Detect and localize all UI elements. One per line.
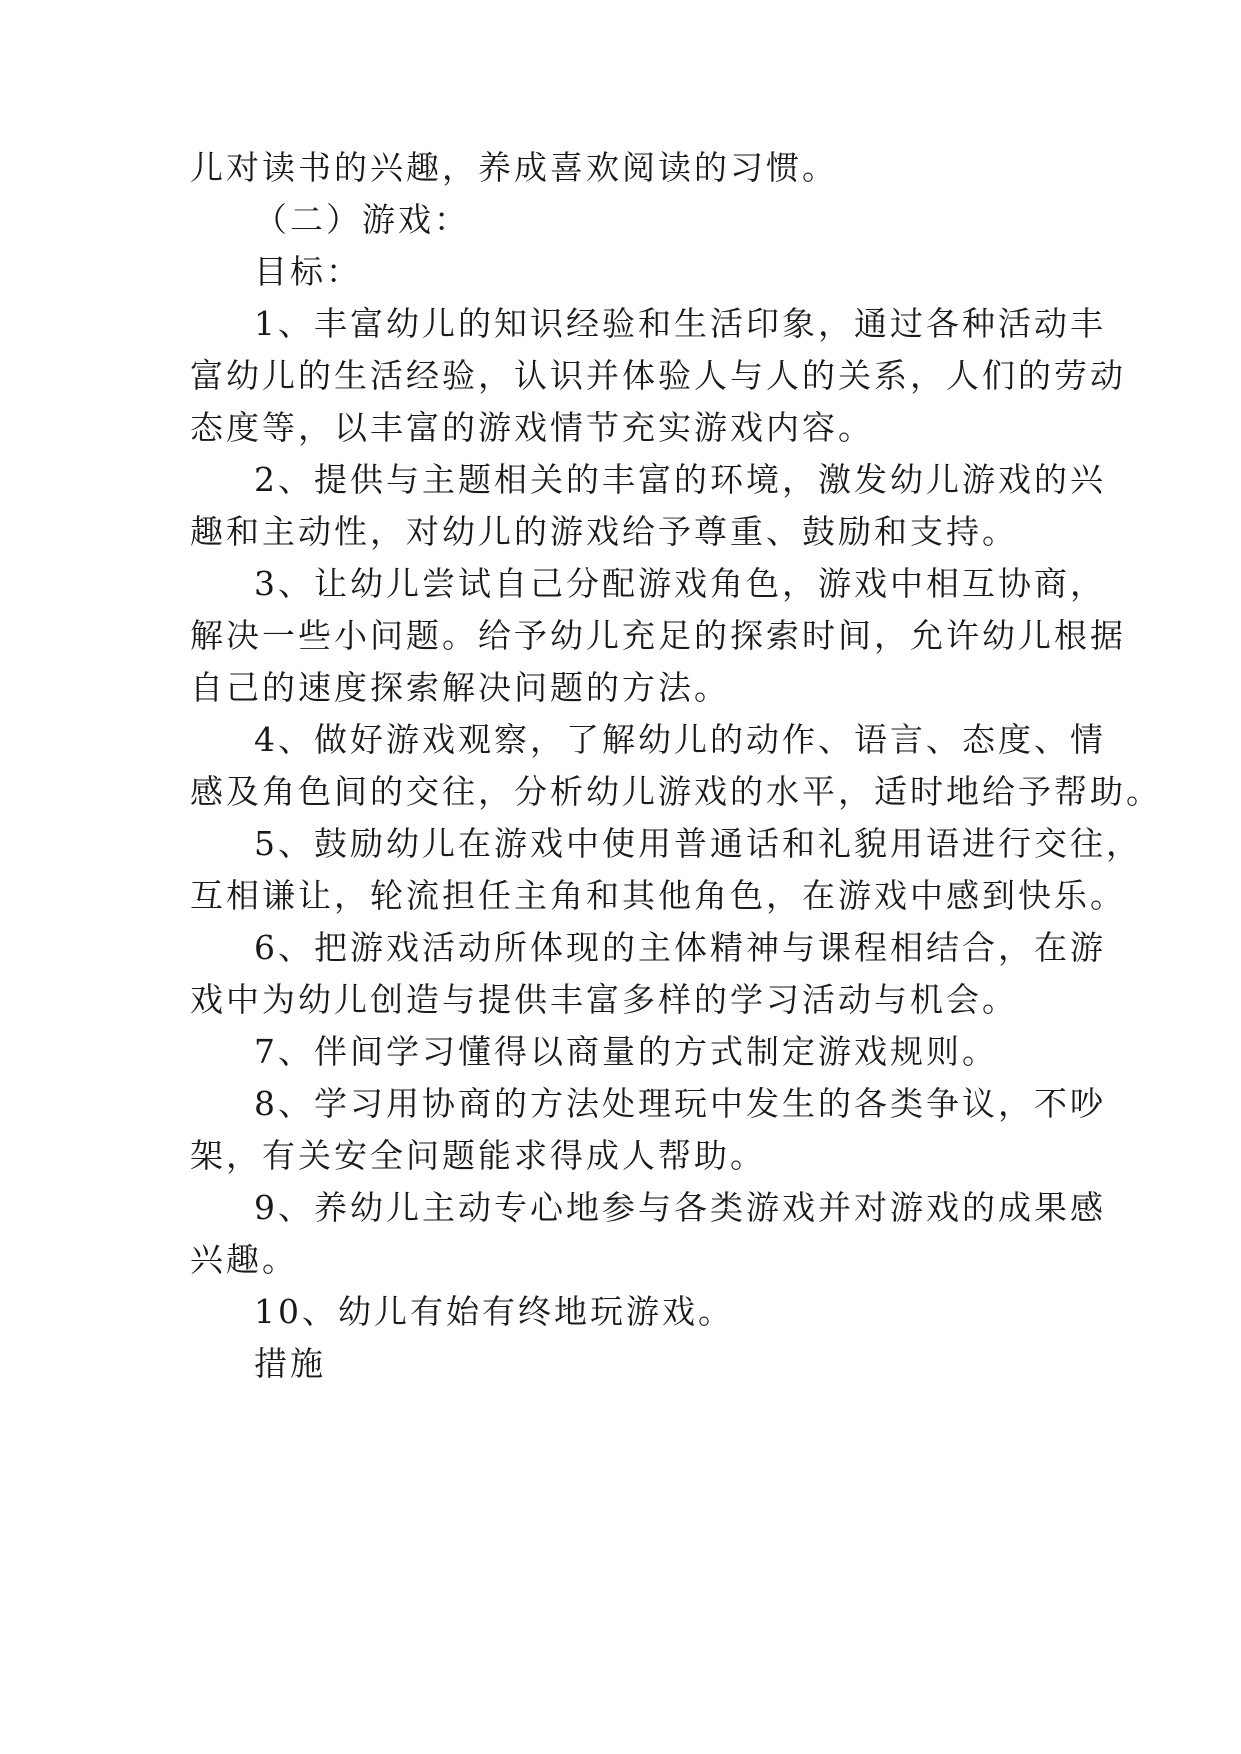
measures-heading: 措施 — [254, 1344, 326, 1383]
goal-3-line: 自己的速度探索解决问题的方法。 — [190, 668, 730, 707]
paragraph-line: 儿对读书的兴趣，养成喜欢阅读的习惯。 — [190, 148, 838, 187]
goal-6-line: 6、把游戏活动所体现的主体精神与课程相结合，在游 — [254, 928, 1106, 967]
goal-7-line: 7、伴间学习懂得以商量的方式制定游戏规则。 — [254, 1032, 998, 1071]
goal-3-line: 3、让幼儿尝试自己分配游戏角色，游戏中相互协商， — [254, 564, 1106, 603]
goal-4-line: 4、做好游戏观察，了解幼儿的动作、语言、态度、情 — [254, 720, 1106, 759]
goal-9-line: 9、养幼儿主动专心地参与各类游戏并对游戏的成果感 — [254, 1188, 1106, 1227]
goal-8-line: 架，有关安全问题能求得成人帮助。 — [190, 1136, 766, 1175]
goal-2-line: 趣和主动性，对幼儿的游戏给予尊重、鼓励和支持。 — [190, 512, 1018, 551]
section-heading-games: （二）游戏： — [254, 200, 470, 239]
goal-8-line: 8、学习用协商的方法处理玩中发生的各类争议，不吵 — [254, 1084, 1106, 1123]
goal-5-line: 5、鼓励幼儿在游戏中使用普通话和礼貌用语进行交往， — [254, 824, 1142, 863]
goal-6-line: 戏中为幼儿创造与提供丰富多样的学习活动与机会。 — [190, 980, 1018, 1019]
goal-9-line: 兴趣。 — [190, 1240, 298, 1279]
goal-1-line: 1、丰富幼儿的知识经验和生活印象，通过各种活动丰 — [254, 304, 1106, 343]
goal-1-line: 富幼儿的生活经验，认识并体验人与人的关系，人们的劳动 — [190, 356, 1126, 395]
goal-10-line: 10、幼儿有始有终地玩游戏。 — [254, 1292, 734, 1331]
goal-4-line: 感及角色间的交往，分析幼儿游戏的水平，适时地给予帮助。 — [190, 772, 1162, 811]
goal-5-line: 互相谦让，轮流担任主角和其他角色，在游戏中感到快乐。 — [190, 876, 1126, 915]
goal-3-line: 解决一些小问题。给予幼儿充足的探索时间，允许幼儿根据 — [190, 616, 1126, 655]
goal-1-line: 态度等，以丰富的游戏情节充实游戏内容。 — [190, 408, 874, 447]
goal-2-line: 2、提供与主题相关的丰富的环境，激发幼儿游戏的兴 — [254, 460, 1106, 499]
goals-heading: 目标： — [254, 252, 362, 291]
